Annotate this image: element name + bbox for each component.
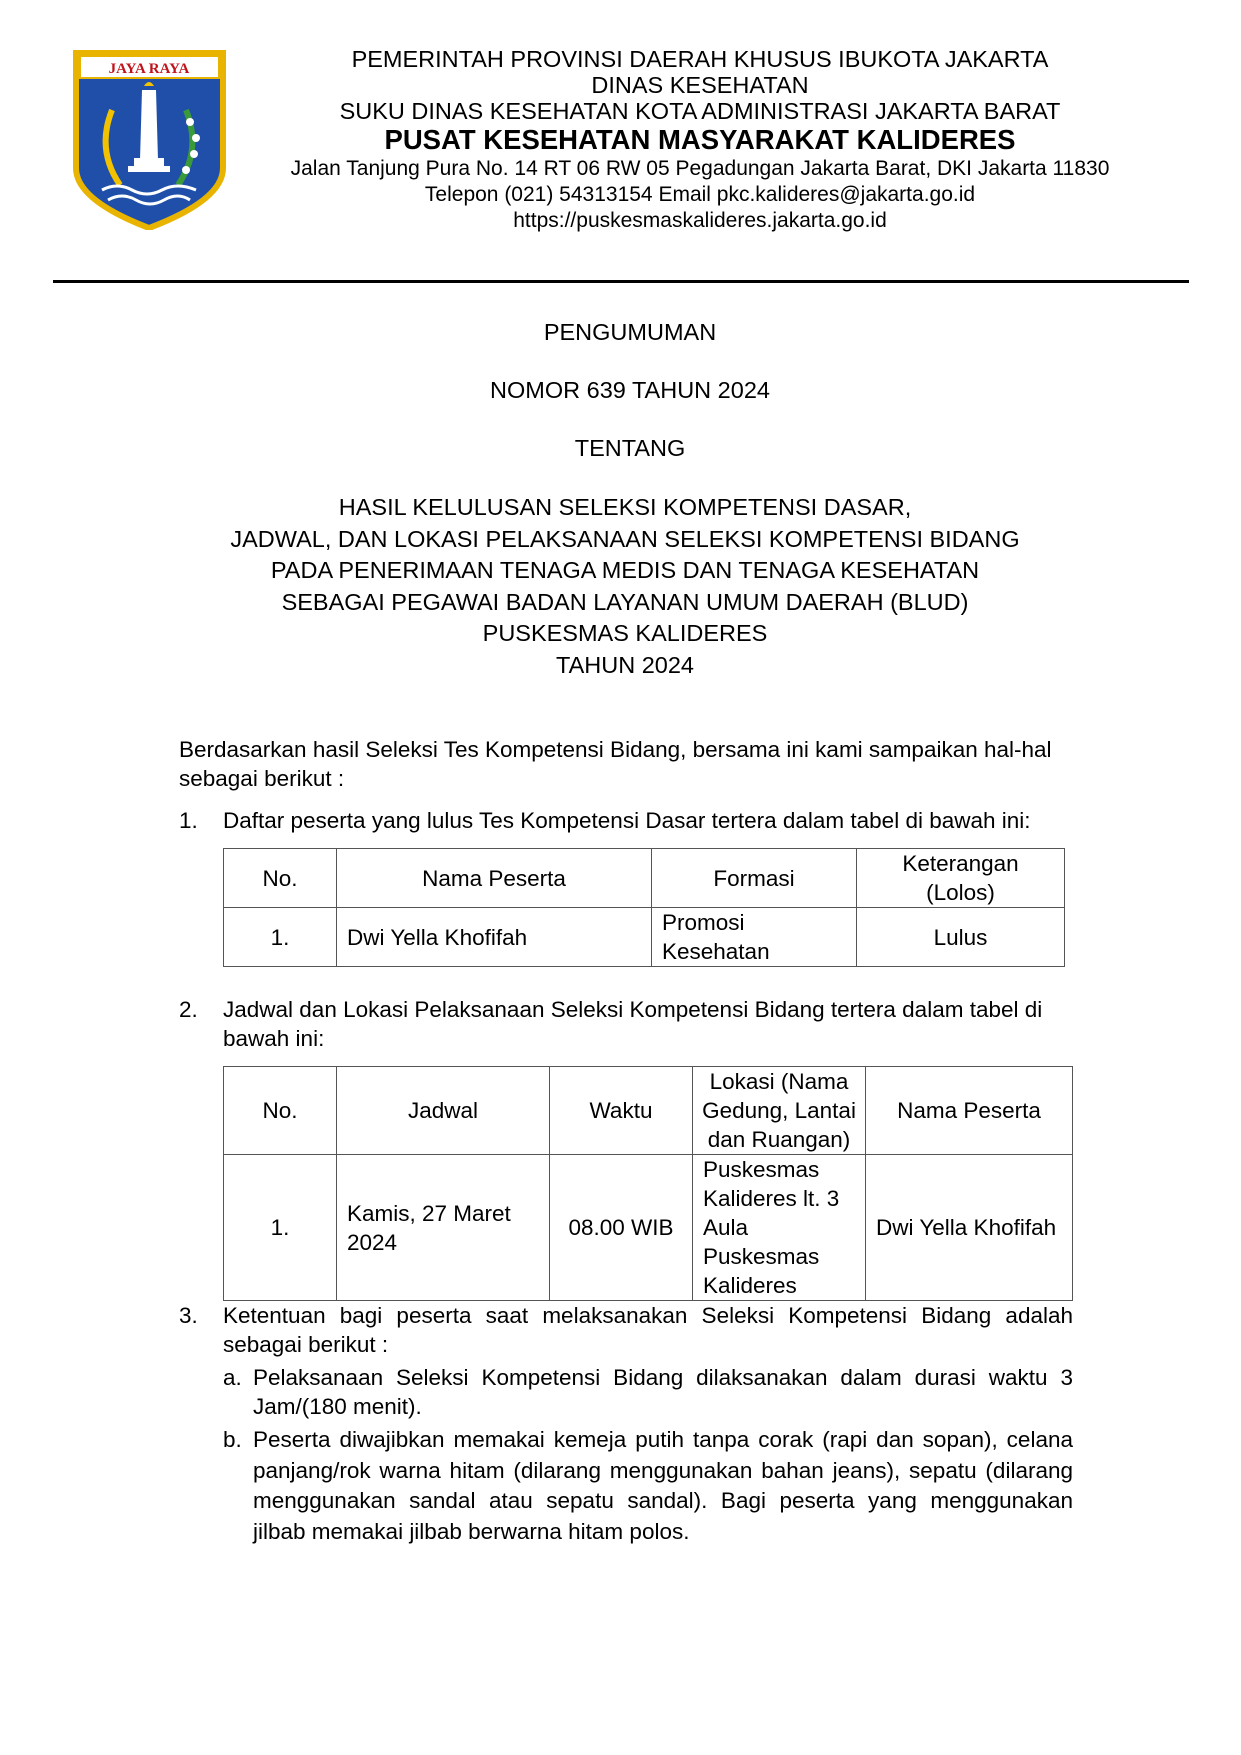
subject-line: TAHUN 2024: [555, 651, 694, 678]
item-2-text: Jadwal dan Lokasi Pelaksanaan Seleksi Kompetensi Bidang tertera dalam tabel di bawah ini:: [223, 997, 1043, 1051]
institution-name: PUSAT KESEHATAN MASYARAKAT KALIDERES: [384, 124, 1016, 155]
website-line: https://puskesmaskalideres.jakarta.go.id: [513, 209, 887, 232]
svg-text:JAYA RAYA: JAYA RAYA: [108, 61, 190, 77]
table-cell: Puskesmas Kalideres lt. 3 Aula Puskesmas Kalideres: [693, 1155, 866, 1301]
announcement-number: NOMOR 639 TAHUN 2024: [490, 377, 770, 403]
contact-line: Telepon (021) 54313154 Email pkc.kalideres@jakarta.go.id: [424, 183, 976, 206]
table-header-cell: Lokasi (Nama Gedung, Lantai dan Ruangan): [693, 1067, 866, 1155]
address-line: Jalan Tanjung Pura No. 14 RT 06 RW 05 Pegadungan Jakarta Barat, DKI Jakarta 11830: [290, 157, 1110, 180]
item-3b-label: b.: [223, 1427, 242, 1452]
table-header-cell: Formasi: [652, 849, 857, 908]
table-row: [224, 1155, 1073, 1301]
announcement-subject: [0, 492, 1241, 681]
table-header-cell: No.: [224, 849, 337, 908]
table-cell: Kamis, 27 Maret 2024: [337, 1155, 550, 1301]
table-cell: 08.00 WIB: [550, 1155, 693, 1301]
item-3a-text: Pelaksanaan Seleksi Kompetensi Bidang dilaksanakan dalam durasi waktu 3 Jam/(180 menit).: [253, 1365, 1073, 1419]
subject-line: HASIL KELULUSAN SELEKSI KOMPETENSI DASAR,: [338, 494, 912, 520]
government-line: PEMERINTAH PROVINSI DAERAH KHUSUS IBUKOTA JAKARTA: [351, 46, 1049, 72]
schedule-location-table: [223, 1066, 1073, 1301]
table-header-row: [224, 849, 1065, 908]
passed-participants-table: [223, 848, 1065, 967]
item-3b-text: Peserta diwajibkan memakai kemeja putih tanpa corak (rapi dan sopan), celana panjang/rok warna hitam (dilarang menggunakan bahan jeans), sepatu (dilarang menggunakan sandal atau sepatu sandal). Bagi peserta yang menggunakan jilbab memakai jilbab berwarna hitam polos.: [253, 1427, 1073, 1544]
table-header-cell: Waktu: [550, 1067, 693, 1155]
table-row: [224, 908, 1065, 967]
table-cell: Dwi Yella Khofifah: [337, 908, 652, 967]
table-cell: 1.: [224, 1155, 337, 1301]
agency-line: DINAS KESEHATAN: [591, 72, 809, 98]
table-header-cell: Keterangan (Lolos): [857, 849, 1065, 908]
table-header-row: [224, 1067, 1073, 1155]
subject-line: PADA PENERIMAAN TENAGA MEDIS DAN TENAGA KESEHATAN: [270, 557, 980, 583]
announcement-about: TENTANG: [574, 435, 686, 461]
announcement-heading: PENGUMUMAN: [543, 319, 717, 345]
letterhead: [230, 46, 1170, 234]
jakarta-coat-of-arms-logo: [72, 50, 227, 230]
subject-line: SEBAGAI PEGAWAI BADAN LAYANAN UMUM DAERAH (BLUD): [281, 588, 969, 615]
item-1-number: 1.: [179, 808, 198, 833]
intro-paragraph: Berdasarkan hasil Seleksi Tes Kompetensi Bidang, bersama ini kami sampaikan hal-hal sebagai berikut :: [179, 737, 1052, 791]
item-3-text: Ketentuan bagi peserta saat melaksanakan Seleksi Kompetensi Bidang adalah sebagai berikut :: [223, 1303, 1073, 1357]
item-2-number: 2.: [179, 997, 198, 1022]
subject-line: JADWAL, DAN LOKASI PELAKSANAAN SELEKSI KOMPETENSI BIDANG: [230, 525, 1020, 552]
table-header-cell: Nama Peserta: [337, 849, 652, 908]
sub-agency-line: SUKU DINAS KESEHATAN KOTA ADMINISTRASI JAKARTA BARAT: [339, 98, 1061, 124]
table-header-cell: Jadwal: [337, 1067, 550, 1155]
table-header-cell: No.: [224, 1067, 337, 1155]
table-header-cell: Nama Peserta: [866, 1067, 1073, 1155]
table-cell: Promosi Kesehatan: [652, 908, 857, 967]
letterhead-divider: [53, 280, 1189, 283]
item-3a-label: a.: [223, 1365, 242, 1390]
subject-line: PUSKESMAS KALIDERES: [482, 620, 768, 646]
table-cell: Lulus: [857, 908, 1065, 967]
table-cell: Dwi Yella Khofifah: [866, 1155, 1073, 1301]
item-3-number: 3.: [179, 1303, 198, 1328]
item-1-text: Daftar peserta yang lulus Tes Kompetensi Dasar tertera dalam tabel di bawah ini:: [223, 808, 1031, 833]
table-cell: 1.: [224, 908, 337, 967]
